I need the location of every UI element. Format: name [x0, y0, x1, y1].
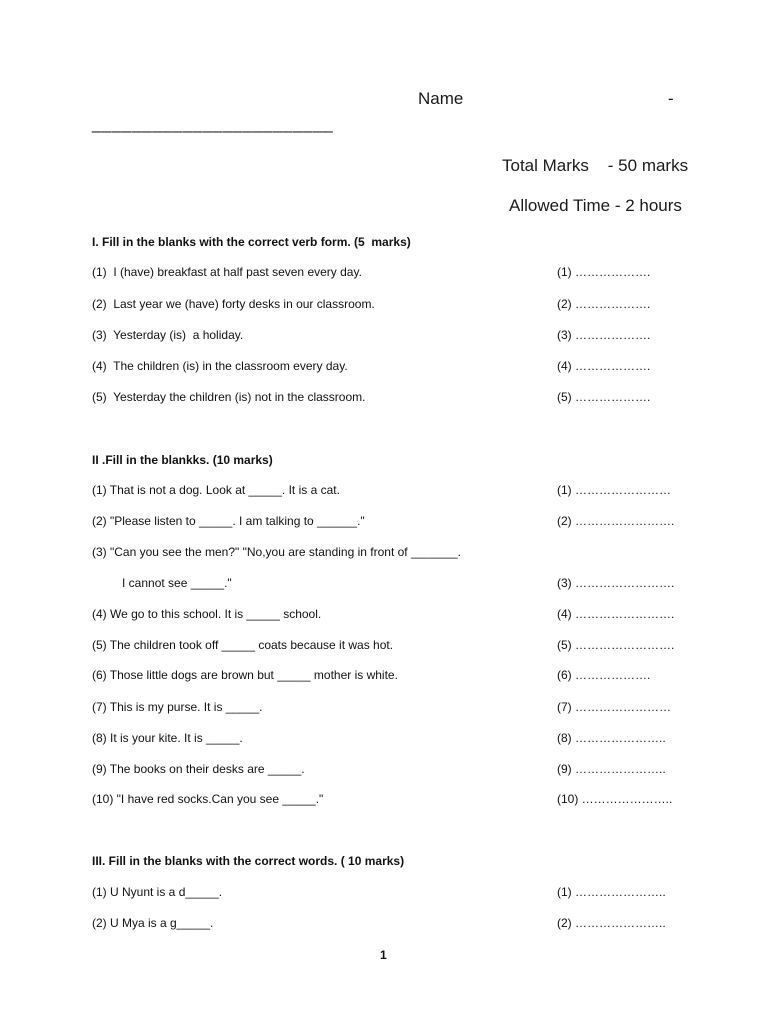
answer-1-3: (3) ………………. — [557, 328, 651, 342]
answer-1-2: (2) ………………. — [557, 297, 651, 311]
answer-3-2: (2) ………………….. — [557, 916, 666, 930]
question-2-5: (5) The children took off _____ coats because it was hot. — [92, 638, 394, 652]
answer-2-2: (2) ……………………. — [557, 514, 675, 528]
allowed-time: Allowed Time - 2 hours — [509, 196, 682, 215]
answer-1-1: (1) ………………. — [557, 265, 651, 279]
section-1-title: I. Fill in the blanks with the correct verb form. (5 marks) — [92, 235, 411, 249]
question-3-2: (2) U Mya is a g_____. — [92, 916, 214, 930]
answer-2-4: (4) ……………………. — [557, 607, 675, 621]
page-number: 1 — [380, 948, 387, 962]
answer-2-6: (6) ………………. — [557, 668, 651, 682]
question-2-2: (2) "Please listen to _____. I am talking to ______." — [92, 514, 365, 528]
answer-2-1: (1) …………………… — [557, 483, 671, 497]
question-2-8: (8) It is your kite. It is _____. — [92, 731, 243, 745]
name-line: ________________________ — [92, 114, 334, 133]
question-2-4: (4) We go to this school. It is _____ school. — [92, 607, 322, 621]
section-3-title: III. Fill in the blanks with the correct words. ( 10 marks) — [92, 854, 405, 868]
section-2-title: II .Fill in the blankks. (10 marks) — [92, 453, 273, 467]
question-2-3: (3) "Can you see the men?" "No,you are standing in front of _______. — [92, 545, 462, 559]
total-marks: Total Marks - 50 marks — [502, 156, 689, 175]
answer-3-1: (1) ………………….. — [557, 885, 666, 899]
question-1-5: (5) Yesterday the children (is) not in the classroom. — [92, 390, 366, 404]
question-2-3-continued: I cannot see _____." — [92, 576, 232, 590]
question-2-10: (10) "I have red socks.Can you see _____." — [92, 792, 324, 806]
answer-2-10: (10) ………………….. — [557, 792, 673, 806]
answer-2-8: (8) ………………….. — [557, 731, 666, 745]
answer-2-7: (7) …………………… — [557, 700, 671, 714]
answer-2-3: (3) ……………………. — [557, 576, 675, 590]
question-3-1: (1) U Nyunt is a d_____. — [92, 885, 223, 899]
answer-1-4: (4) ………………. — [557, 359, 651, 373]
question-1-4: (4) The children (is) in the classroom every day. — [92, 359, 348, 373]
question-1-3: (3) Yesterday (is) a holiday. — [92, 328, 244, 342]
question-2-6: (6) Those little dogs are brown but _____ mother is white. — [92, 668, 398, 682]
question-1-2: (2) Last year we (have) forty desks in our classroom. — [92, 297, 375, 311]
name-label: Name — [418, 89, 464, 108]
answer-2-9: (9) ………………….. — [557, 762, 666, 776]
question-2-1: (1) That is not a dog. Look at _____. It is a cat. — [92, 483, 340, 497]
question-2-9: (9) The books on their desks are _____. — [92, 762, 305, 776]
question-1-1: (1) I (have) breakfast at half past seven every day. — [92, 265, 362, 279]
question-2-7: (7) This is my purse. It is _____. — [92, 700, 263, 714]
answer-2-5: (5) ……………………. — [557, 638, 675, 652]
answer-1-5: (5) ………………. — [557, 390, 651, 404]
name-dash: - — [668, 89, 674, 108]
